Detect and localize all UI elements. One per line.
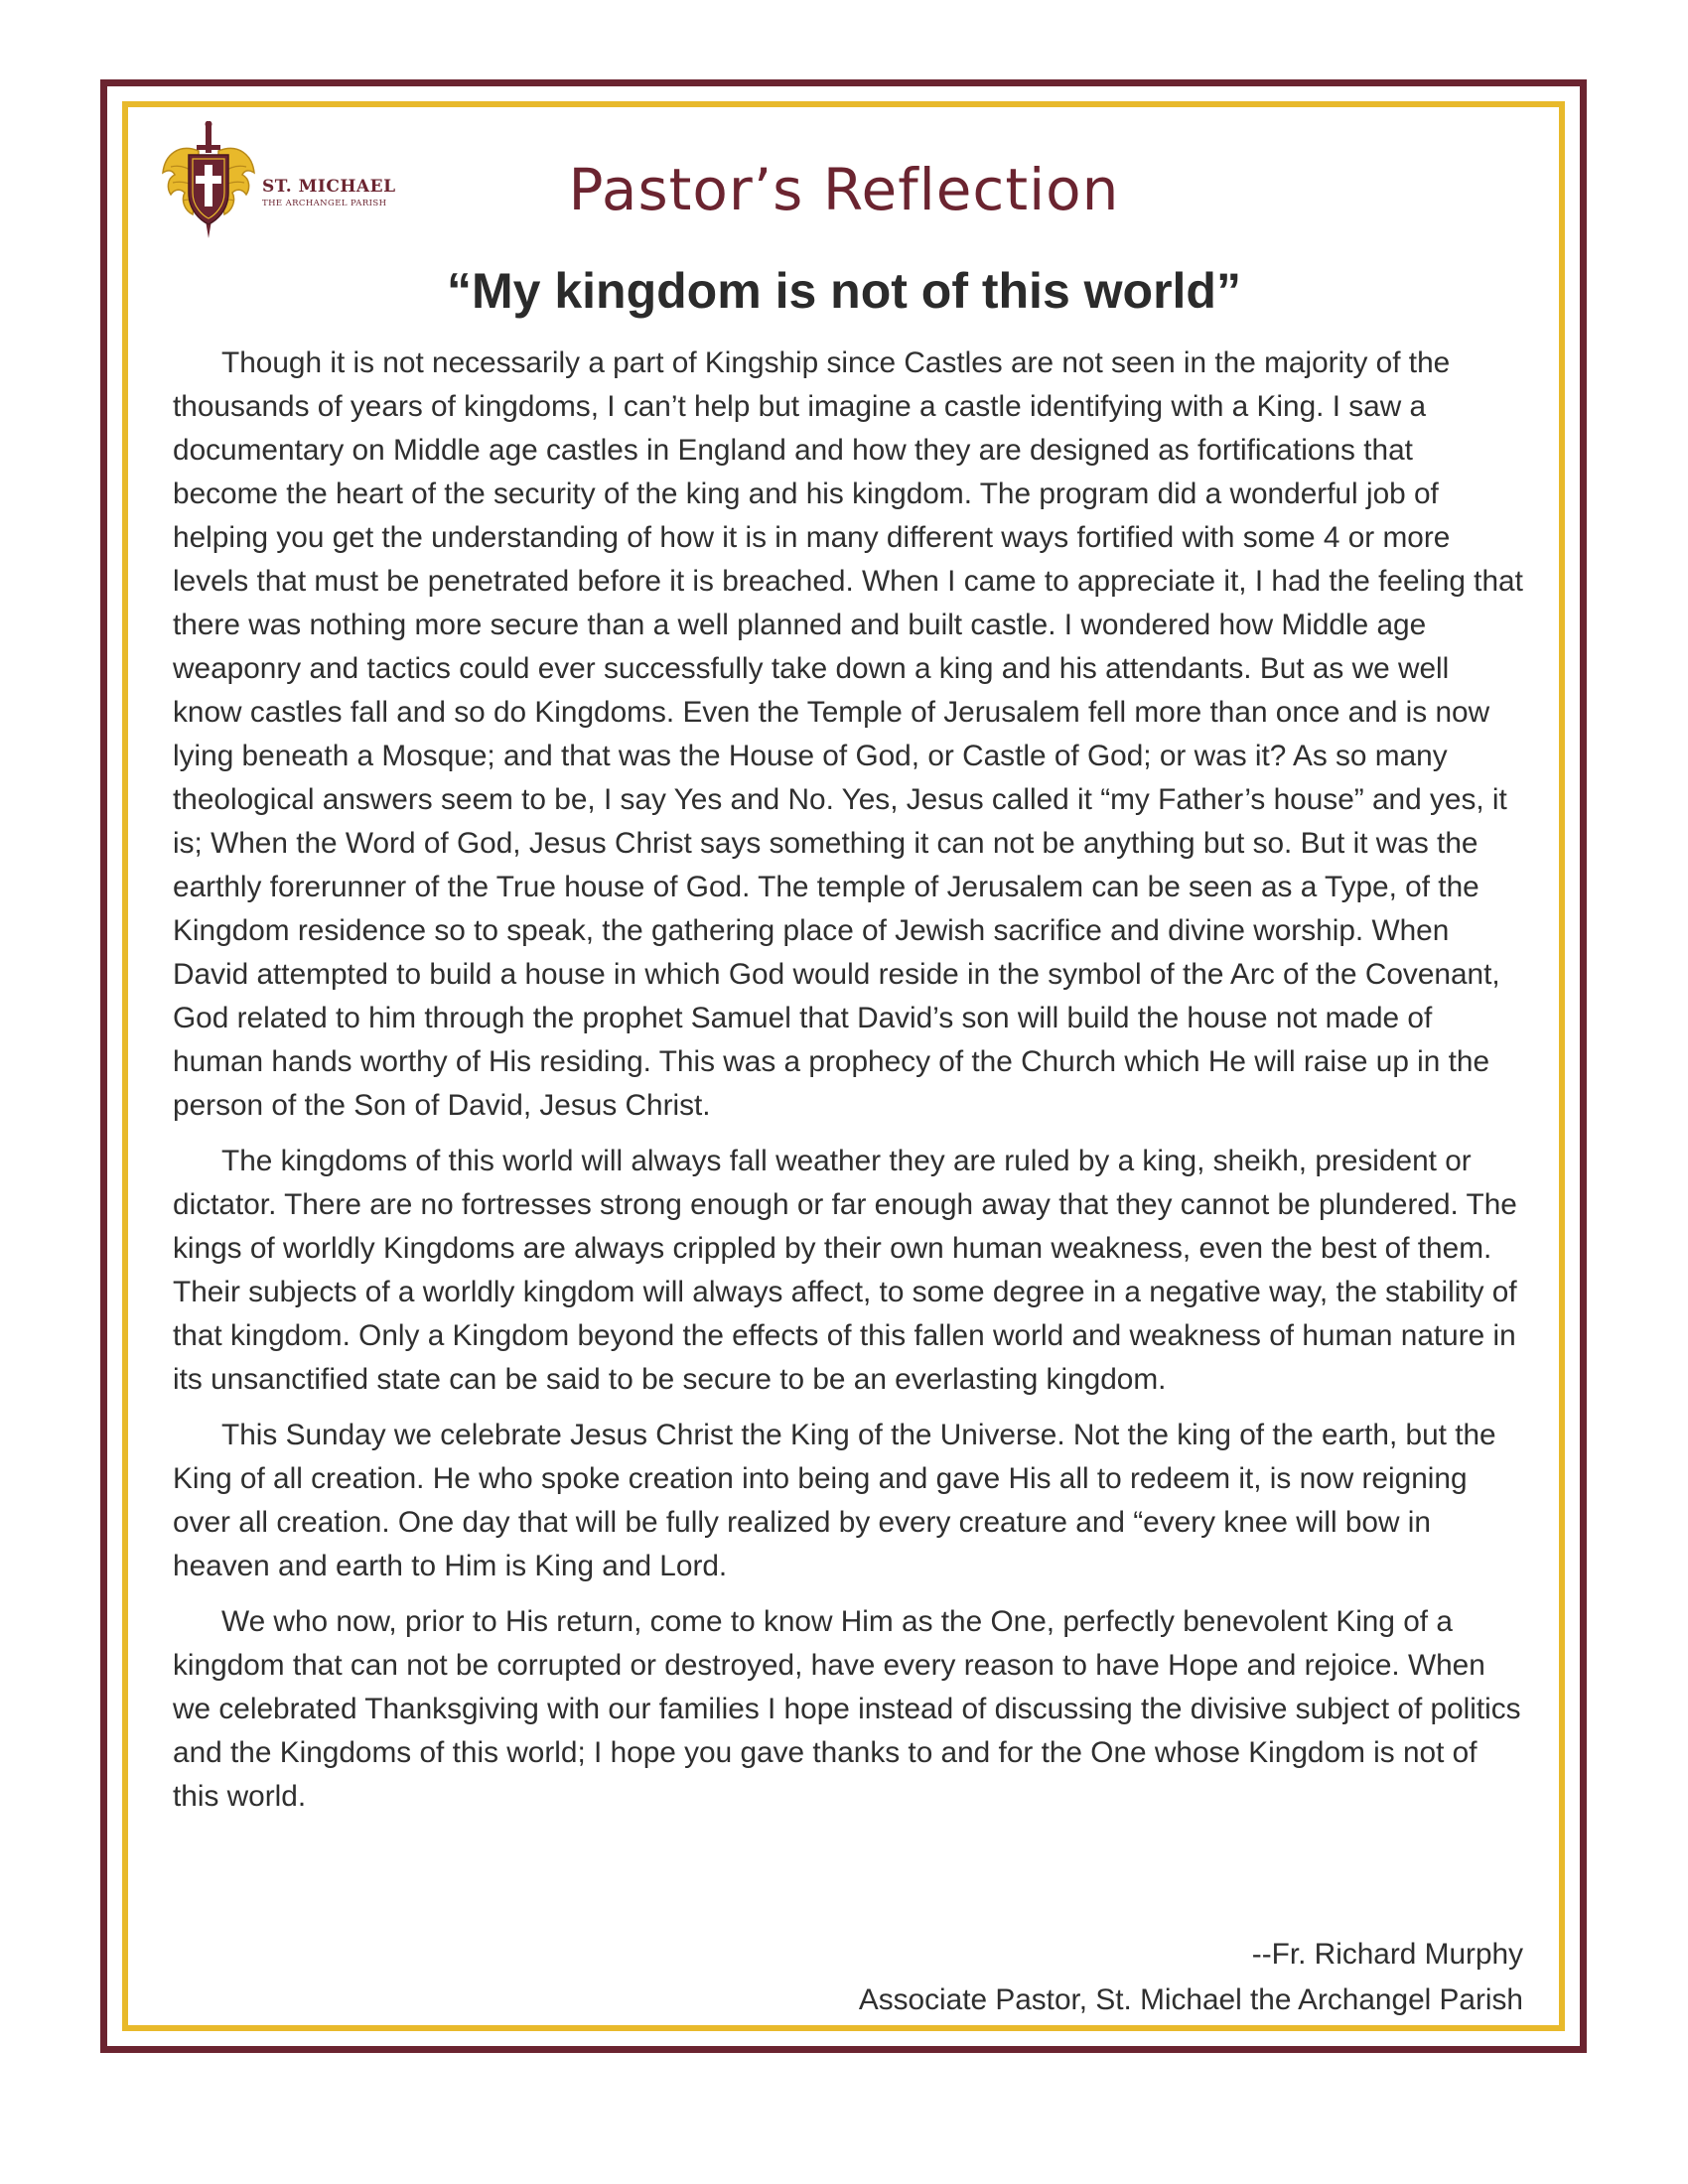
article-paragraph-2: The kingdoms of this world will always fall weather they are ruled by a king, sheikh, president or dictator. There are no fortresses strong enough or far enough away that they cannot be plundered. The kings of worldly Kingdoms are always crippled by their own human weakness, even the best of them. Their subjects of a worldly kingdom will always affect, to some degree in a negative way, the stability of that kingdom. Only a Kingdom beyond the effects of this fallen world and weakness of human nature in its unsanctified state can be said to be secure to be an everlasting kingdom. (173, 1145, 1517, 1396)
logo-parish-name: ST. MICHAEL (262, 177, 396, 197)
signature-block (859, 1932, 1523, 2023)
article-paragraph-4: We who now, prior to His return, come to know Him as the One, perfectly benevolent King of a kingdom that can not be corrupted or destroyed, have every reason to have Hope and rejoice. When we celebrated Thanksgiving with our families I hope instead of discussing the divisive subject of politics and the Kingdoms of this world; I hope you gave thanks to and for the One whose Kingdom is not of this world. (173, 1605, 1521, 1813)
article-paragraph-3: This Sunday we celebrate Jesus Christ the King of the Universe. Not the king of the earth, but the King of all creation. He who spoke creation into being and gave His all to redeem it, is now reigning over all creation. One day that will be fully realized by every creature and “every knee will bow in heaven and earth to Him is King and Lord. (173, 1419, 1496, 1582)
article-paragraph-1: Though it is not necessarily a part of Kingship since Castles are not seen in the majority of the thousands of years of kingdoms, I can’t help but imagine a castle identifying with a King. I saw a documentary on Middle age castles in England and how they are designed as fortifications that become the heart of the security of the king and his kingdom. The program did a wonderful job of helping you get the understanding of how it is in many different ways fortified with some 4 or more levels that must be penetrated before it is breached. When I came to appreciate it, I had the feeling that there was nothing more secure than a well planned and built castle. I wondered how Middle age weaponry and tactics could ever successfully take down a king and his attendants. But as we well know castles fall and so do Kingdoms. Even the Temple of Jerusalem fell more than once and is now lying beneath a Mosque; and that was the House of God, or Castle of God; or was it? As so many theological answers seem to be, I say Yes and No. Yes, Jesus called it “my Father’s house” and yes, it is; When the Word of God, Jesus Christ says something it can not be anything but so. But it was the earthly forerunner of the True house of God. The temple of Jerusalem can be seen as a Type, of the Kingdom residence so to speak, the gathering place of Jewish sacrifice and divine worship. When David attempted to build a house in which God would reside in the symbol of the Arc of the Covenant, God related to him through the prophet Samuel that David’s son will build the house not made of human hands worthy of His residing. This was a prophecy of the Church which He will raise up in the person of the Son of David, Jesus Christ. (173, 346, 1523, 1122)
logo-parish-subtitle: THE ARCHANGEL PARISH (262, 199, 387, 208)
signature-name: --Fr. Richard Murphy (1251, 1938, 1523, 1971)
signature-title: Associate Pastor, St. Michael the Archangel Parish (858, 1983, 1523, 2016)
article-headline: “My kingdom is not of this world” (447, 263, 1241, 319)
article-body (173, 341, 1523, 1831)
page-title: Pastor’s Reflection (568, 156, 1120, 223)
